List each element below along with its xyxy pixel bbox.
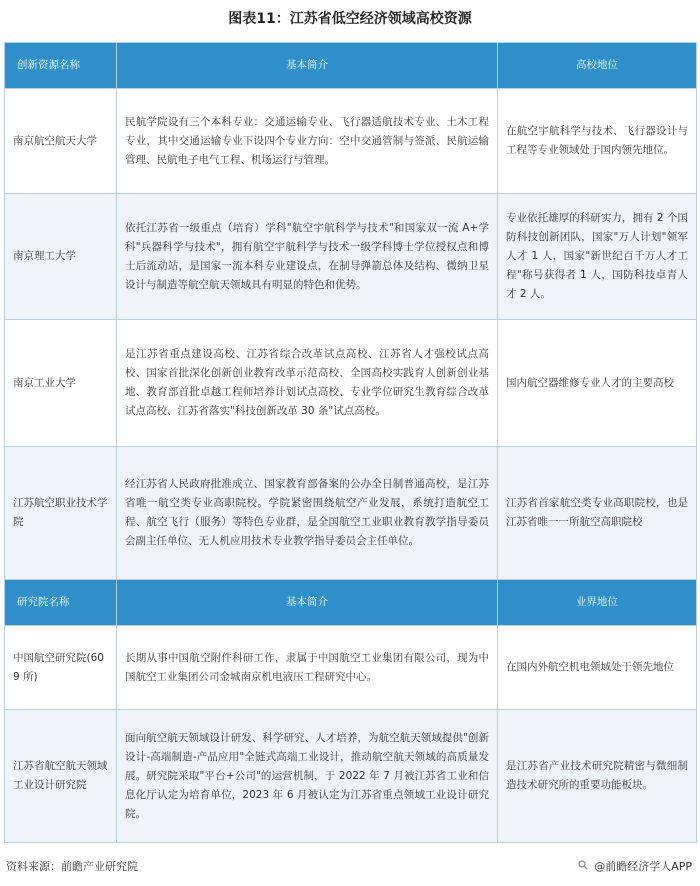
row-intro: 长期从事中国航空附件科研工作，隶属于中国航空工业集团有限公司，现为中国航空工业集团公司金城南京机电液压工程研究中心。 bbox=[117, 626, 498, 710]
chart-title: 图表11：江苏省低空经济领域高校资源 bbox=[228, 11, 472, 27]
table-row bbox=[5, 194, 697, 320]
table-row bbox=[5, 447, 697, 580]
row-status: 江苏省首家航空类专业高职院校，也是江苏省唯一一所航空高职院校 bbox=[498, 447, 697, 580]
row-name: 江苏航空职业技术学院 bbox=[5, 447, 117, 580]
row-name: 江苏省航空航天领域工业设计研究院 bbox=[5, 710, 117, 843]
row-name: 南京理工大学 bbox=[5, 194, 117, 320]
resource-table bbox=[4, 42, 697, 843]
header-institute-name: 研究院名称 bbox=[5, 580, 117, 626]
row-name: 南京航空航天大学 bbox=[5, 89, 117, 194]
source-note: 资料来源：前瞻产业研究院 bbox=[6, 860, 138, 873]
row-intro: 民航学院设有三个本科专业：交通运输专业、飞行器适航技术专业、土木工程专业，其中交通运输专业下设四个专业方向：空中交通管制与签派、民航运输管理、民航电子电气工程、机场运行与管理。 bbox=[117, 89, 498, 194]
row-intro: 面向航空航天领域设计研发、科学研究、人才培养，为航空航天领域提供"创新设计-高端制造-产品应用"全链式高端工业设计，推动航空航天领域的高质量发展。研究院采取"平台+公司"的运营机制，于 2022 年 7 月被江苏省工业和信息化厅认定为培育单位，2023 年 6 月被认定为江苏省重点领域工业设计研究院。 bbox=[117, 710, 498, 843]
table-header-row-1 bbox=[5, 43, 697, 89]
row-intro: 经江苏省人民政府批准成立、国家教育部备案的公办全日制普通高校，是江苏省唯一航空类专业高职院校。学院紧密围绕航空产业发展，系统打造航空工程、航空飞行（服务）等特色专业群，是全国航空工业职业教育教学指导委员会副主任单位、无人机应用技术专业教学指导委员会主任单位。 bbox=[117, 447, 498, 580]
magnifier-brand-icon bbox=[578, 860, 592, 873]
row-status: 在国内外航空机电领域处于领先地位 bbox=[498, 626, 697, 710]
row-status: 专业依托雄厚的科研实力，拥有 2 个国防科技创新团队，国家"万人计划"领军人才 1 人，国家"新世纪百千万人才工程"称号获得者 1 人，国防科技卓青人才 2 人。 bbox=[498, 194, 697, 320]
row-status: 在航空宇航科学与技术、飞行器设计与工程等专业领域处于国内领先地位。 bbox=[498, 89, 697, 194]
row-intro: 是江苏省重点建设高校、江苏省综合改革试点高校、江苏省人才强校试点高校、国家首批深化创新创业教育改革示范高校、全国高校实践育人创新创业基地、教育部首批卓越工程师培养计划试点高校、专业学位研究生教育综合改革试点高校、江苏省落实"科技创新改革 30 条"试点高校。 bbox=[117, 320, 498, 447]
table-row bbox=[5, 320, 697, 447]
header-university-status: 高校地位 bbox=[498, 43, 697, 89]
table-row bbox=[5, 626, 697, 710]
brand-credit bbox=[578, 858, 692, 874]
row-intro: 依托江苏省一级重点（培育）学科"航空宇航科学与技术"和国家双一流 A+学科"兵器科学与技术"，拥有航空宇航科学与技术一级学科博士学位授权点和博士后流动站，是国家一流本科专业建设点，在制导弹箭总体及结构、微纳卫星设计与制造等航空航天领域具有明显的特色和优势。 bbox=[117, 194, 498, 320]
row-status: 是江苏省产业技术研究院精密与微细制造技术研究所的重要功能板块。 bbox=[498, 710, 697, 843]
header-industry-status: 业界地位 bbox=[498, 580, 697, 626]
header-intro-2: 基本简介 bbox=[117, 580, 498, 626]
row-name: 南京工业大学 bbox=[5, 320, 117, 447]
table-row bbox=[5, 89, 697, 194]
row-status: 国内航空器维修专业人才的主要高校 bbox=[498, 320, 697, 447]
header-resource-name: 创新资源名称 bbox=[5, 43, 117, 89]
row-name: 中国航空研究院(609 所) bbox=[5, 626, 117, 710]
header-intro: 基本简介 bbox=[117, 43, 498, 89]
brand-text: @前瞻经济学人APP bbox=[594, 860, 692, 873]
table-row bbox=[5, 710, 697, 843]
table-header-row-2 bbox=[5, 580, 697, 626]
